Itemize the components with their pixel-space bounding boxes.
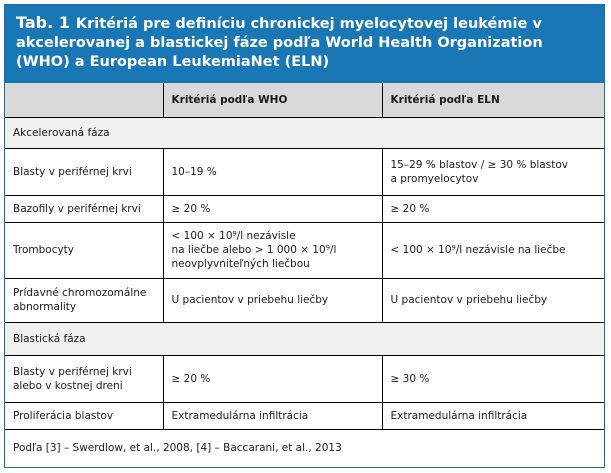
eln-value-line: a promyelocytov xyxy=(390,172,479,185)
footnote-row xyxy=(5,429,604,467)
who-value: ≥ 20 % xyxy=(171,202,211,215)
section-row-blastic xyxy=(5,322,604,355)
section-row-accelerated xyxy=(5,117,604,148)
criterion-cell: Proliferácia blastov xyxy=(5,402,163,429)
criterion-cell: Bazofily v periférnej krvi xyxy=(5,195,163,222)
criterion-line: abnormality xyxy=(13,301,77,313)
section-title: Akcelerovaná fáza xyxy=(5,117,604,148)
who-cell xyxy=(163,355,382,402)
who-value-line: na liečbe alebo > 1 000 × 10⁹/l xyxy=(171,244,337,256)
table-row xyxy=(5,402,604,429)
eln-cell xyxy=(382,278,604,322)
eln-value: ≥ 30 % xyxy=(390,372,430,385)
table-row xyxy=(5,278,604,322)
who-cell xyxy=(163,402,382,429)
header-eln: Kritériá podľa ELN xyxy=(382,83,604,117)
section-title: Blastická fáza xyxy=(5,322,604,355)
criterion-cell xyxy=(5,278,163,322)
table-row xyxy=(5,222,604,278)
eln-value: U pacientov v priebehu liečby xyxy=(390,294,548,306)
eln-cell xyxy=(382,222,604,278)
table-row xyxy=(5,355,604,402)
who-cell xyxy=(163,222,382,278)
eln-cell xyxy=(382,355,604,402)
eln-value: < 100 × 10⁹/l nezávisle na liečbe xyxy=(390,244,566,256)
who-cell xyxy=(163,195,382,222)
criterion-line: Blasty v periférnej krvi xyxy=(13,365,132,378)
who-value: U pacientov v priebehu liečby xyxy=(171,294,329,306)
who-cell xyxy=(163,148,382,195)
header-who: Kritériá podľa WHO xyxy=(163,83,382,117)
header-empty xyxy=(5,83,163,117)
header-row xyxy=(5,83,604,117)
footnote: Podľa [3] – Swerdlow, et al., 2008, [4] – Baccarani, et al., 2013 xyxy=(13,442,342,455)
who-value-line: neovplyvniteľných liečbou xyxy=(171,258,310,270)
criterion-cell: Trombocyty xyxy=(5,222,163,278)
who-value: 10–19 % xyxy=(171,165,217,178)
table-row xyxy=(5,148,604,195)
criteria-table xyxy=(5,83,604,467)
table-label: Tab. 1 xyxy=(16,13,70,32)
eln-cell xyxy=(382,195,604,222)
eln-cell xyxy=(382,148,604,195)
table-caption xyxy=(5,5,604,83)
criterion-cell: Blasty v periférnej krvi xyxy=(5,148,163,195)
who-value: Extramedulárna infiltrácia xyxy=(171,409,309,422)
eln-value: ≥ 20 % xyxy=(390,202,430,215)
who-value: ≥ 20 % xyxy=(171,372,211,385)
eln-value-line: 15–29 % blastov / ≥ 30 % blastov xyxy=(390,158,568,171)
table-frame xyxy=(4,4,605,468)
criterion-cell xyxy=(5,355,163,402)
criterion-line: Prídavné chromozomálne xyxy=(13,287,147,299)
table-title: Kritériá pre definíciu chronickej myelocytovej leukémie v akcelerovanej a blastickej fáze podľa World Health Organization (WHO) a European LeukemiaNet (ELN) xyxy=(16,16,543,70)
eln-value: Extramedulárna infiltrácia xyxy=(390,409,528,422)
criterion-line: alebo v kostnej dreni xyxy=(13,379,123,392)
who-value-line: < 100 × 10⁹/l nezávisle xyxy=(171,230,296,242)
eln-cell xyxy=(382,402,604,429)
table-row xyxy=(5,195,604,222)
who-cell xyxy=(163,278,382,322)
